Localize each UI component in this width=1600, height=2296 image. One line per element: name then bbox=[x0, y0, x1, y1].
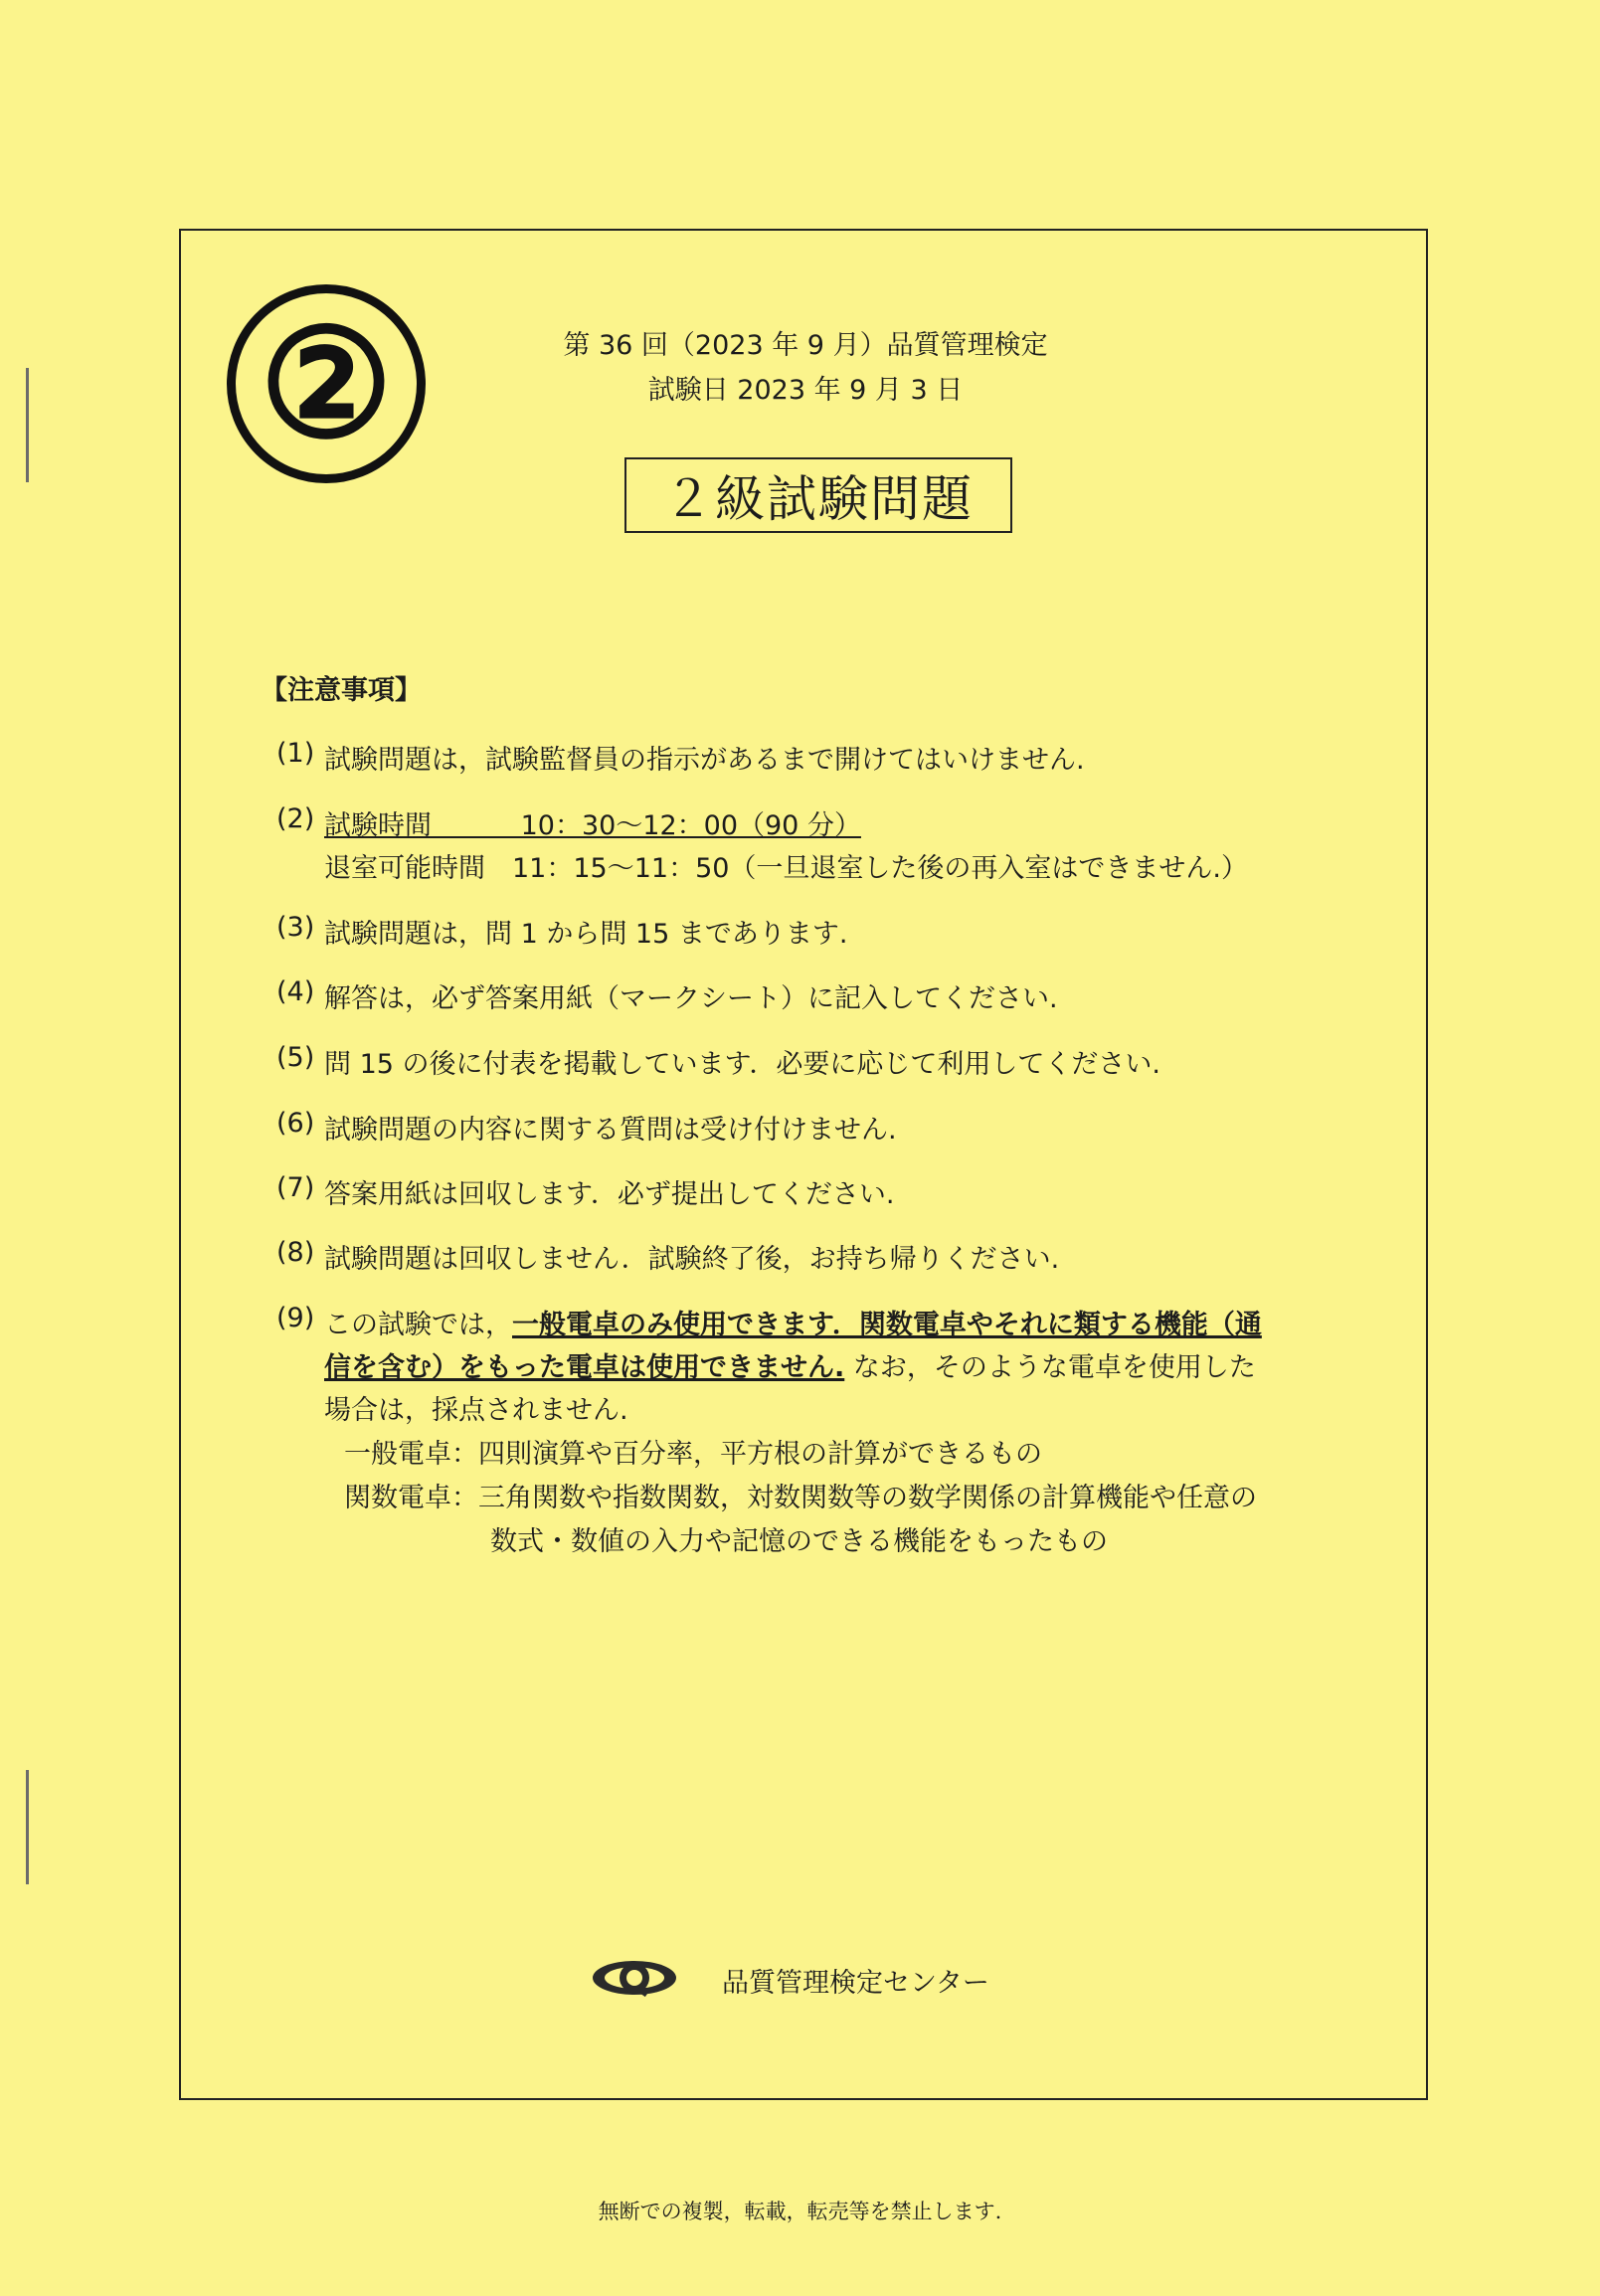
scientific-calculator-definition: 関数電卓：三角関数や指数関数，対数関数等の数学関係の計算機能や任意の bbox=[344, 1483, 1257, 1513]
note-text: 答案用紙は回収します．必ず提出してください. bbox=[324, 1179, 895, 1210]
note-text: 試験問題は，試験監督員の指示があるまで開けてはいけません. bbox=[324, 745, 1085, 776]
calculator-rule-intro: この試験では， bbox=[324, 1310, 512, 1340]
basic-calculator-definition: 一般電卓：四則演算や百分率，平方根の計算ができるもの bbox=[344, 1439, 1042, 1470]
grade-badge: ② bbox=[227, 284, 426, 483]
exam-session: 第 36 回（2023 年 9 月）品質管理検定 bbox=[563, 330, 1048, 361]
calculator-rule-emphasis: 一般電卓のみ使用できます．関数電卓やそれに類する機能（通 bbox=[512, 1310, 1262, 1340]
note-text: 試験問題は，問 1 から問 15 まであります. bbox=[324, 919, 848, 950]
notes-heading: 【注意事項】 bbox=[261, 675, 422, 706]
note-number: (2) bbox=[276, 803, 315, 834]
calculator-rule-emphasis-2: 信を含む）をもった電卓は使用できません. bbox=[324, 1352, 845, 1383]
page-title: ２級試験問題 bbox=[624, 457, 1012, 533]
note-number: (6) bbox=[276, 1108, 315, 1139]
staple-mark-top bbox=[26, 368, 29, 482]
calculator-rule-line2 bbox=[324, 1345, 1256, 1384]
calculator-rule-line3: 場合は，採点されません. bbox=[324, 1395, 628, 1426]
note-number: (9) bbox=[276, 1303, 315, 1333]
staple-mark-bottom bbox=[26, 1770, 29, 1884]
exam-date: 試験日 2023 年 9 月 3 日 bbox=[647, 375, 964, 406]
leave-time: 退室可能時間 11：15〜11：50（一旦退室した後の再入室はできません.） bbox=[324, 853, 1249, 884]
note-text: 問 15 の後に付表を掲載しています．必要に応じて利用してください. bbox=[324, 1049, 1160, 1080]
calculator-rule-continued: なお，そのような電卓を使用した bbox=[844, 1352, 1256, 1383]
note-number: (8) bbox=[276, 1237, 315, 1268]
note-number: (1) bbox=[276, 738, 315, 769]
note-text: 試験問題の内容に関する質問は受け付けません. bbox=[324, 1115, 897, 1146]
scientific-calculator-definition-cont: 数式・数値の入力や記憶のできる機能をもったもの bbox=[490, 1526, 1108, 1557]
calculator-rule-line1 bbox=[324, 1303, 1262, 1341]
note-number: (7) bbox=[276, 1172, 315, 1203]
note-text: 試験問題は回収しません．試験終了後，お持ち帰りください. bbox=[324, 1244, 1060, 1275]
organization-name: 品質管理検定センター bbox=[722, 1968, 989, 1999]
exam-time: 試験時間 10：30〜12：00（90 分） bbox=[324, 810, 861, 841]
qc-exam-logo bbox=[591, 1951, 678, 2005]
note-number: (5) bbox=[276, 1042, 315, 1073]
note-text: 解答は，必ず答案用紙（マークシート）に記入してください. bbox=[324, 983, 1058, 1014]
note-number: (3) bbox=[276, 912, 315, 943]
note-number: (4) bbox=[276, 976, 315, 1007]
copyright-notice: 無断での複製，転載，転売等を禁止します. bbox=[598, 2200, 1002, 2223]
